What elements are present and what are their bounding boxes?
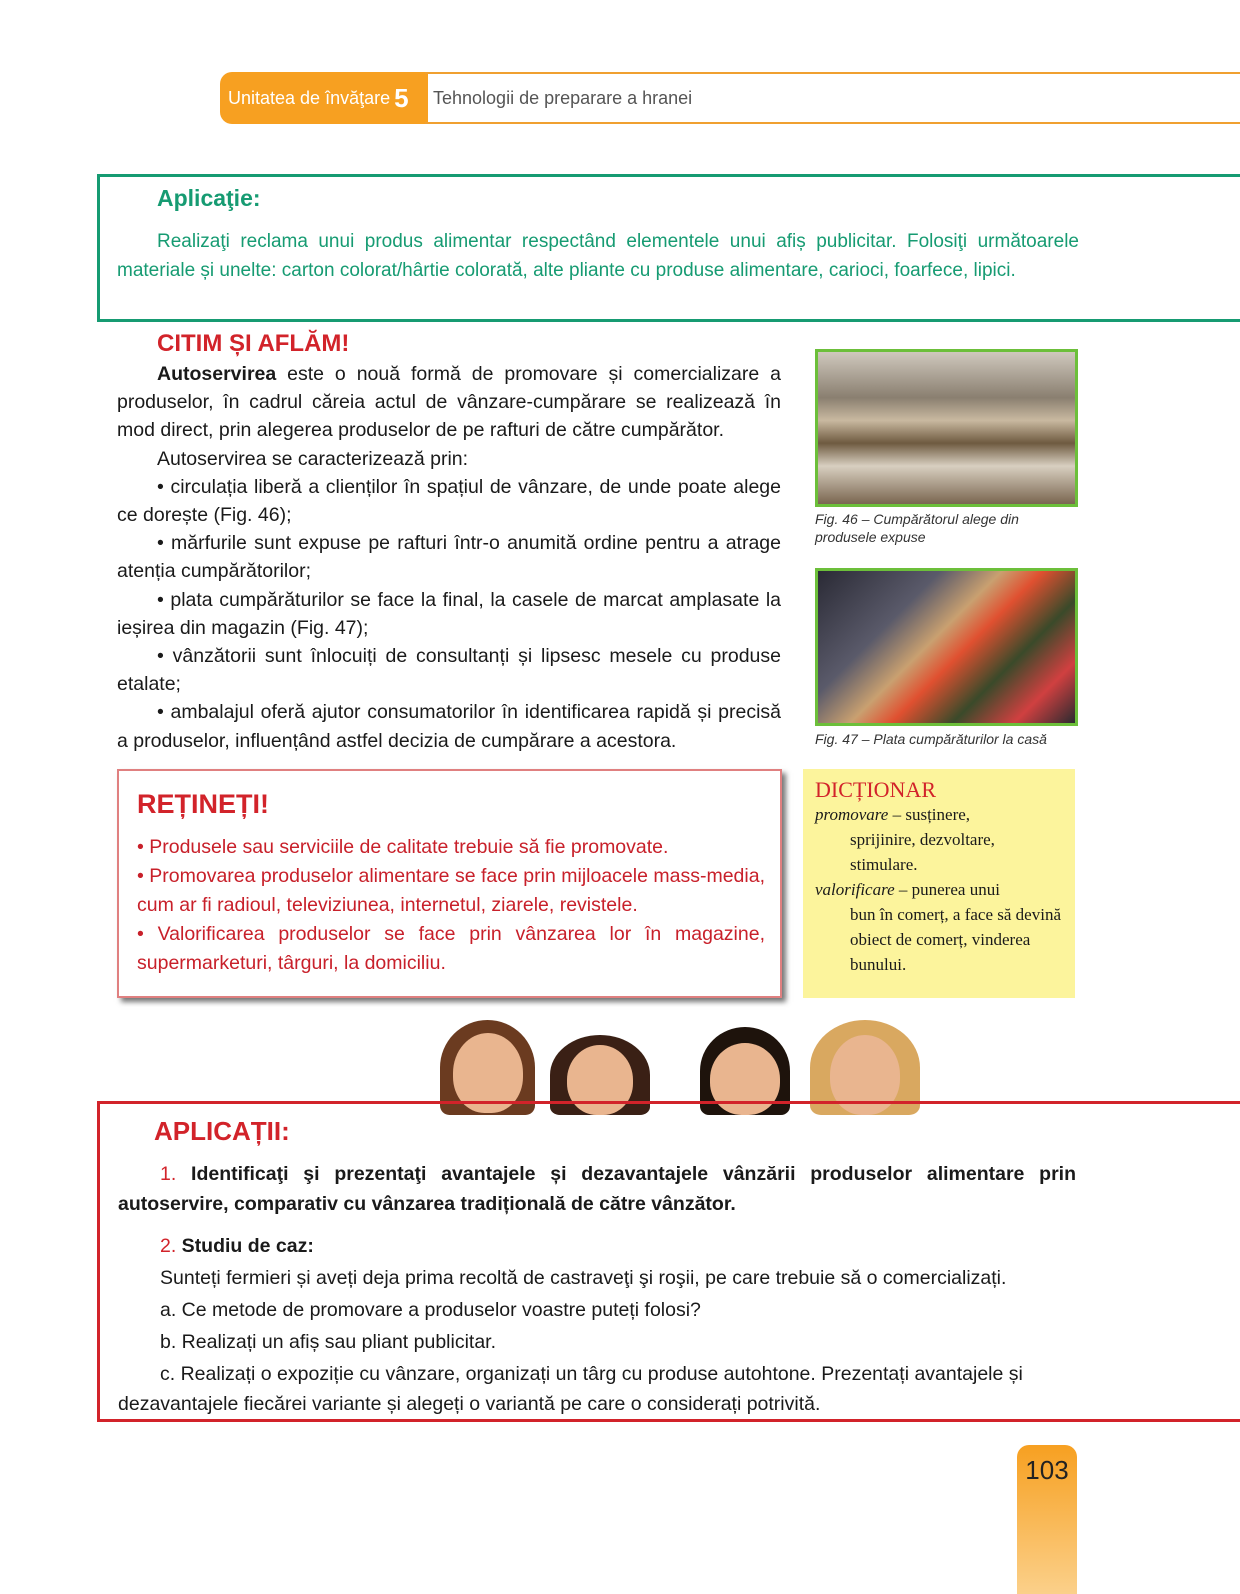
unit-number: 5 [394,82,409,113]
question-text: Studiu de caz: [176,1235,314,1257]
read-title: CITIM ȘI AFLĂM! [157,330,350,357]
children-illustration [425,1015,925,1115]
case-study-text: Sunteți fermieri și aveți deja prima recoltă de castraveţi şi roşii, pe care trebuie să o comercializați. [160,1267,1007,1289]
dictionary-entry [815,877,1063,977]
dictionary-title: DICȚIONAR [815,777,936,802]
read-body [117,360,781,755]
applications-content [118,1159,1076,1421]
task-b: b. Realizați un afiș sau pliant publicitar. [160,1331,497,1353]
application-title: Aplicaţie: [157,185,261,211]
read-bullet: • vânzătorii sunt înlocuiți de consultanți și lipsesc mesele cu produse etalate; [117,645,781,696]
remember-item: • Produsele sau serviciile de calitate trebuie să fie promovate. [137,836,669,858]
application-box [97,174,1240,322]
dictionary-box [803,769,1075,998]
applications-box [97,1101,1240,1422]
applications-title: APLICAȚII: [154,1116,290,1146]
read-bullet: • plata cumpărăturilor se face la final, la casele de marcat amplasate la ieșirea din magazin (Fig. 47); [117,588,781,639]
remember-box [117,769,782,998]
term: promovare [815,805,889,824]
dictionary-entry [815,802,1063,877]
definition: – punerea unui [894,880,1000,899]
definition: – susținere, [888,805,971,824]
figure-47-photo [815,568,1078,726]
definition: bun în comerț, a face să devină obiect de comerț, vinderea bunului. [850,905,1061,974]
question-number: 1. [160,1163,177,1185]
remember-item: • Valorificarea produselor se face prin vânzarea lor în magazine, supermarketuri, târguri, la domiciliu. [137,923,765,974]
question-1 [118,1159,1076,1219]
task-c: c. Realizați o expoziție cu vânzare, organizați un târg cu produse autohtone. Prezentați avantajele și dezavantajele fiecărei variante și alegeți o variantă pe care o considerați potrivită. [118,1363,1023,1415]
remember-list [137,833,765,978]
remember-title: REȚINEȚI! [137,789,269,819]
figure-46-photo [815,349,1078,507]
task-a: a. Ce metode de promovare a produselor voastre puteți folosi? [160,1299,701,1321]
page-number: 103 [1017,1445,1077,1594]
read-bullet: • ambalajul oferă ajutor consumatorilor în identificarea rapidă și precisă a produselor, influențând astfel decizia de cumpărare a acestora. [117,701,781,752]
read-lead: Autoservirea se caracterizează prin: [157,447,469,470]
intro-text: este o nouă formă de promovare și comercializare a produselor, în cadrul căreia actul de vânzare-cumpărare se realizează în mod direct, prin alegerea produselor de pe rafturi de către cumpărător. [117,363,781,442]
question-2 [118,1231,1076,1261]
term: valorificare [815,880,895,899]
figure-47-caption: Fig. 47 – Plata cumpărăturilor la casă [815,731,1047,747]
definition: sprijinire, dezvoltare, stimulare. [850,830,995,874]
unit-title: Tehnologii de preparare a hranei [425,72,1240,124]
application-text: Realizaţi reclama unui produs alimentar respectând elementele unui afiș publicitar. Folosiţi următoarele materiale și unelte: carton colorat/hârtie colorată, alte pliante cu produse alimentare, carioci, foarfece, lipici. [117,231,1079,281]
unit-label: Unitatea de învăţare [228,87,391,108]
intro-term: Autoservirea [157,363,277,385]
question-text: Identificaţi şi prezentaţi avantajele și dezavantajele vânzării produselor alimentare prin autoservire, comparativ cu vânzarea tradițională de către vânzător. [118,1163,1076,1215]
unit-badge [220,72,428,124]
read-intro [117,360,781,445]
remember-item: • Promovarea produselor alimentare se face prin mijloacele mass-media, cum ar fi radioul, televiziunea, internetul, ziarele, revistele. [137,865,765,916]
read-bullet: • mărfurile sunt expuse pe rafturi într-o anumită ordine pentru a atrage atenția cumpărătorilor; [117,532,781,583]
question-number: 2. [160,1235,177,1257]
figure-46-caption: Fig. 46 – Cumpărătorul alege din produsele expuse [815,511,1019,545]
read-bullet: • circulația liberă a clienților în spațiul de vânzare, de unde poate alege ce dorește (Fig. 46); [117,475,781,527]
